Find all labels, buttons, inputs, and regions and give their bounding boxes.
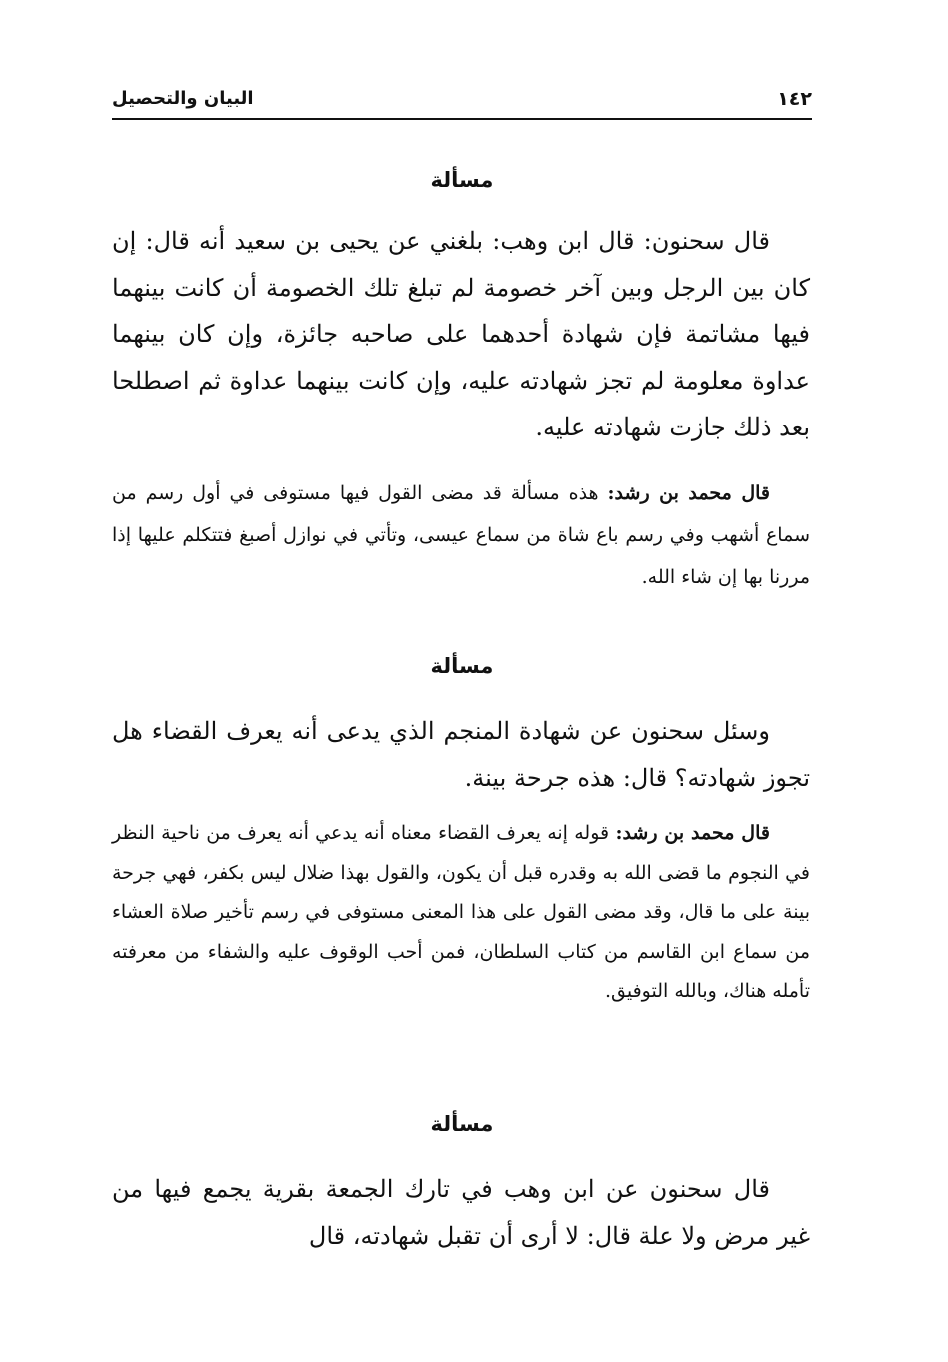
section-heading: مسألة	[430, 654, 494, 678]
commentary-lead: قال محمد بن رشد:	[615, 822, 770, 844]
commentary	[112, 814, 810, 1012]
book-title: البيان والتحصيل	[112, 88, 254, 109]
section-heading: مسألة	[430, 1112, 494, 1136]
commentary-body: هذه مسألة قد مضى القول فيها مستوفى في أول رسم من سماع أشهب وفي رسم باع شاة من سماع عيسى، وتأتي في نوازل أصبغ فتتكلم عليها إذا مررنا بها إن شاء الله.	[112, 482, 810, 588]
section-text	[112, 1166, 810, 1259]
section-text	[112, 218, 810, 451]
header-rule	[112, 118, 812, 120]
commentary-lead: قال محمد بن رشد:	[607, 482, 770, 504]
section-text-body: قال سحنون عن ابن وهب في تارك الجمعة بقرية يجمع فيها من غير مرض ولا علة قال: لا أرى أن تقبل شهادته، قال	[112, 1175, 810, 1250]
running-header	[112, 84, 812, 122]
commentary-body: قوله إنه يعرف القضاء معناه أنه يدعي أنه يعرف من ناحية النظر في النجوم ما قضى الله به وقدره قبل أن يكون، والقول بهذا ضلال ليس بكفر، فهي جرحة بينة على ما قال، وقد مضى القول على هذا المعنى مستوفى في رسم تأخير صلاة العشاء من سماع ابن القاسم من كتاب السلطان، فمن أحب الوقوف عليه والشفاء من معرفته تأمله هناك، وبالله التوفيق.	[112, 822, 810, 1002]
section-text-body: وسئل سحنون عن شهادة المنجم الذي يدعى أنه يعرف القضاء هل تجوز شهادته؟ قال: هذه جرحة بينة.	[112, 717, 810, 792]
section-text-body: قال سحنون: قال ابن وهب: بلغني عن يحيى بن سعيد أنه قال: إن كان بين الرجل وبين آخر خصومة لم تبلغ تلك الخصومة أن كانت بينهما فيها مشاتمة فإن شهادة أحدهما على صاحبه جائزة، وإن كان بينهما عداوة معلومة لم تجز شهادته عليه، وإن كانت بينهما عداوة ثم اصطلحا بعد ذلك جازت شهادته عليه.	[112, 227, 811, 441]
section-text	[112, 708, 810, 801]
page-number: ١٤٢	[777, 88, 812, 110]
commentary	[112, 472, 810, 598]
section-heading: مسألة	[430, 168, 494, 192]
